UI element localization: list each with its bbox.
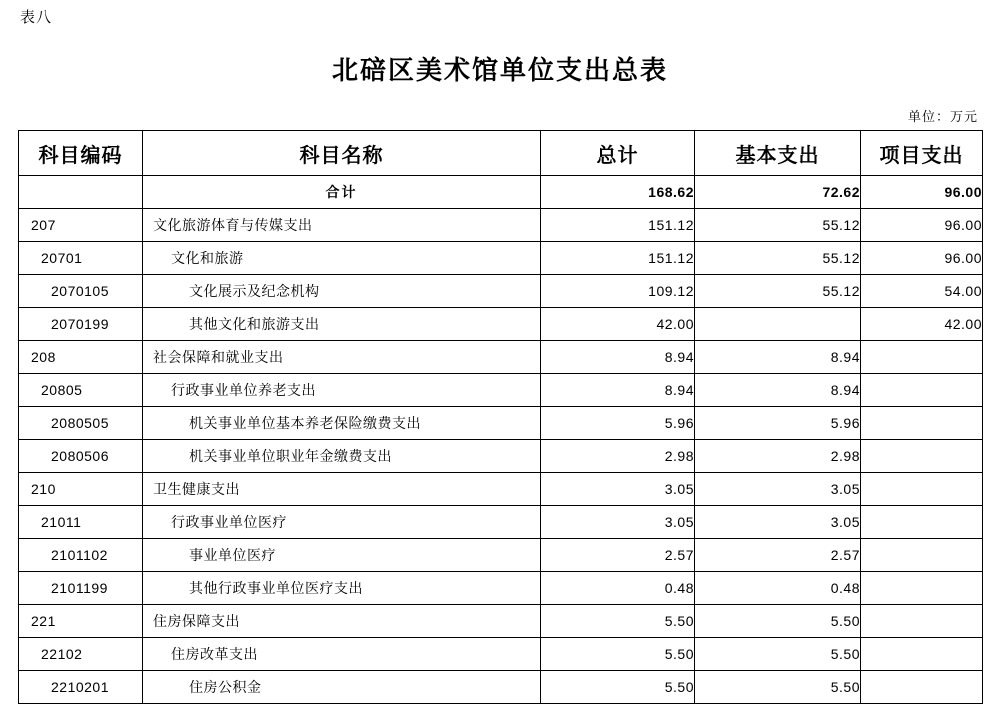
cell-total: 5.96 <box>541 407 695 440</box>
table-row <box>19 308 983 341</box>
table-row <box>19 209 983 242</box>
cell-total: 5.50 <box>541 638 695 671</box>
cell-project: 54.00 <box>861 275 983 308</box>
header-cell-total: 总计 <box>541 131 695 176</box>
cell-project <box>861 572 983 605</box>
cell-subject-code: 20805 <box>19 374 143 407</box>
table-body <box>19 176 983 704</box>
table-row <box>19 539 983 572</box>
cell-project <box>861 671 983 704</box>
cell-project <box>861 638 983 671</box>
cell-project: 96.00 <box>861 209 983 242</box>
cell-project <box>861 440 983 473</box>
cell-subject-name: 行政事业单位医疗 <box>143 506 541 539</box>
cell-project <box>861 407 983 440</box>
cell-basic: 3.05 <box>695 506 861 539</box>
cell-basic: 55.12 <box>695 209 861 242</box>
cell-total: 3.05 <box>541 506 695 539</box>
cell-total: 2.57 <box>541 539 695 572</box>
cell-basic: 55.12 <box>695 242 861 275</box>
cell-total: 5.50 <box>541 671 695 704</box>
cell-subject-name: 其他文化和旅游支出 <box>143 308 541 341</box>
cell-subject-code: 207 <box>19 209 143 242</box>
cell-subject-name: 行政事业单位养老支出 <box>143 374 541 407</box>
cell-basic: 5.50 <box>695 605 861 638</box>
cell-project <box>861 605 983 638</box>
cell-subject-code: 208 <box>19 341 143 374</box>
cell-basic: 72.62 <box>695 176 861 209</box>
cell-total: 5.50 <box>541 605 695 638</box>
cell-subject-code: 21011 <box>19 506 143 539</box>
cell-subject-name: 文化旅游体育与传媒支出 <box>143 209 541 242</box>
cell-subject-name: 文化和旅游 <box>143 242 541 275</box>
cell-subject-name: 卫生健康支出 <box>143 473 541 506</box>
cell-subject-code: 221 <box>19 605 143 638</box>
cell-subject-code: 2101102 <box>19 539 143 572</box>
table-row <box>19 374 983 407</box>
cell-subject-code: 22102 <box>19 638 143 671</box>
expenditure-table <box>18 130 983 704</box>
table-row <box>19 242 983 275</box>
cell-project: 96.00 <box>861 242 983 275</box>
cell-total: 168.62 <box>541 176 695 209</box>
cell-subject-code: 2210201 <box>19 671 143 704</box>
cell-subject-name: 其他行政事业单位医疗支出 <box>143 572 541 605</box>
cell-project <box>861 341 983 374</box>
cell-basic: 5.50 <box>695 638 861 671</box>
cell-total: 109.12 <box>541 275 695 308</box>
header-cell-basic: 基本支出 <box>695 131 861 176</box>
cell-total: 8.94 <box>541 341 695 374</box>
unit-note: 单位：万元 <box>907 109 978 124</box>
cell-project <box>861 506 983 539</box>
table-header <box>19 131 983 176</box>
table-row <box>19 605 983 638</box>
cell-basic: 8.94 <box>695 374 861 407</box>
cell-subject-code: 2070199 <box>19 308 143 341</box>
cell-subject-name: 事业单位医疗 <box>143 539 541 572</box>
cell-basic <box>695 308 861 341</box>
cell-subject-name: 合计 <box>143 176 541 209</box>
cell-subject-name: 机关事业单位职业年金缴费支出 <box>143 440 541 473</box>
cell-basic: 5.50 <box>695 671 861 704</box>
cell-total: 0.48 <box>541 572 695 605</box>
form-tag: 表八 <box>20 9 53 26</box>
cell-total: 3.05 <box>541 473 695 506</box>
table-row <box>19 275 983 308</box>
cell-total: 2.98 <box>541 440 695 473</box>
table-row <box>19 638 983 671</box>
cell-total: 151.12 <box>541 209 695 242</box>
cell-subject-code: 2080506 <box>19 440 143 473</box>
cell-project: 96.00 <box>861 176 983 209</box>
cell-basic: 2.57 <box>695 539 861 572</box>
cell-subject-name: 文化展示及纪念机构 <box>143 275 541 308</box>
cell-subject-name: 住房公积金 <box>143 671 541 704</box>
table-row <box>19 176 983 209</box>
table-row <box>19 440 983 473</box>
cell-basic: 0.48 <box>695 572 861 605</box>
cell-subject-name: 社会保障和就业支出 <box>143 341 541 374</box>
header-cell-code: 科目编码 <box>19 131 143 176</box>
table-row <box>19 473 983 506</box>
cell-subject-name: 机关事业单位基本养老保险缴费支出 <box>143 407 541 440</box>
header-row <box>19 131 983 176</box>
cell-project: 42.00 <box>861 308 983 341</box>
cell-subject-code: 2070105 <box>19 275 143 308</box>
cell-subject-code: 2080505 <box>19 407 143 440</box>
table-row <box>19 341 983 374</box>
cell-total: 42.00 <box>541 308 695 341</box>
cell-basic: 8.94 <box>695 341 861 374</box>
cell-project <box>861 374 983 407</box>
header-cell-project: 项目支出 <box>861 131 983 176</box>
table-row <box>19 572 983 605</box>
cell-project <box>861 539 983 572</box>
table-row <box>19 671 983 704</box>
cell-basic: 55.12 <box>695 275 861 308</box>
cell-basic: 5.96 <box>695 407 861 440</box>
cell-subject-name: 住房改革支出 <box>143 638 541 671</box>
cell-total: 151.12 <box>541 242 695 275</box>
cell-project <box>861 473 983 506</box>
cell-total: 8.94 <box>541 374 695 407</box>
cell-subject-code: 2101199 <box>19 572 143 605</box>
table-row <box>19 506 983 539</box>
cell-subject-code: 210 <box>19 473 143 506</box>
header-cell-name: 科目名称 <box>143 131 541 176</box>
cell-subject-code: 20701 <box>19 242 143 275</box>
cell-subject-code <box>19 176 143 209</box>
cell-basic: 2.98 <box>695 440 861 473</box>
table-row <box>19 407 983 440</box>
cell-basic: 3.05 <box>695 473 861 506</box>
cell-subject-name: 住房保障支出 <box>143 605 541 638</box>
page-title: 北碚区美术馆单位支出总表 <box>331 55 668 85</box>
